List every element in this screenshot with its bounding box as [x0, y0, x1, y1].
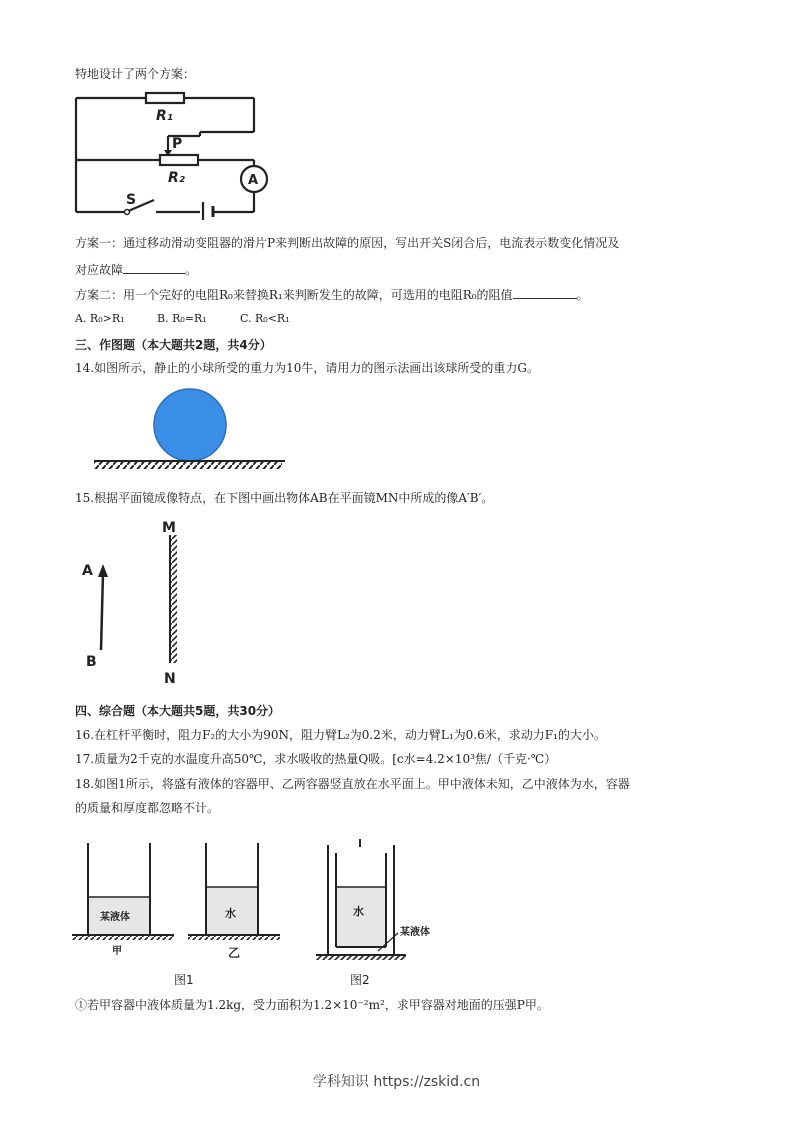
containers-figure	[70, 835, 470, 995]
question-18-line1: 18.如图1所示，将盛有液体的容器甲、乙两容器竖直放在水平面上。甲中液体未知，乙中液体为水，容器	[75, 777, 630, 791]
mirror-figure	[76, 515, 196, 687]
question-15: 15.根据平面镜成像特点，在下图中画出物体AB在平面镜MN中所成的像A′B′。	[75, 491, 494, 505]
section-4-heading: 四、综合题（本大题共5题，共30分）	[75, 704, 281, 718]
ball-figure	[92, 385, 292, 471]
container-jia	[72, 843, 174, 957]
option-c: C. R₀<R₁	[240, 312, 290, 325]
answer-blank	[513, 286, 577, 299]
mirror-m-label: M	[162, 520, 176, 536]
point-a-label: A	[82, 563, 93, 579]
question-14: 14.如图所示，静止的小球所受的重力为10牛，请用力的图示法画出该球所受的重力G。	[75, 361, 539, 375]
plan2-text: 方案二：用一个完好的电阻R₀来替换R₁来判断发生的故障，可选用的电阻R₀的阻值	[75, 288, 513, 302]
switch-s-label: S	[126, 192, 137, 208]
figure-1-caption: 图1	[174, 973, 194, 987]
question-16: 16.在杠杆平衡时，阻力F₂的大小为90N，阻力臂L₂为0.2米，动力臂L₁为0.6米，求动力F₁的大小。	[75, 728, 606, 742]
figure-2-caption: 图2	[350, 973, 370, 987]
option-a: A. R₀>R₁	[75, 312, 125, 325]
question-18-line2: 的质量和厚度都忽略不计。	[75, 801, 220, 815]
mirror-n-label: N	[164, 671, 176, 687]
plan1-line2-text: 对应故障	[75, 263, 124, 277]
ammeter-label: A	[248, 173, 259, 188]
water-label: 水	[353, 905, 364, 918]
liquid-label: 某液体	[100, 912, 130, 923]
liquid-label: 某液体	[400, 927, 430, 938]
intro-text: 特地设计了两个方案：	[75, 67, 196, 81]
plan1-line2: 对应故障 。	[75, 263, 198, 277]
water-label: 水	[225, 907, 236, 920]
question-18-part-1: ①若甲容器中液体质量为1.2kg，受力面积为1.2×10⁻²m²，求甲容器对地面的压强P甲。	[75, 998, 549, 1012]
plan2-line: 方案二：用一个完好的电阻R₀来替换R₁来判断发生的故障，可选用的电阻R₀的阻值 。	[75, 288, 589, 302]
question-17: 17.质量为2千克的水温度升高50℃，求水吸收的热量Q吸。[c水=4.2×10³焦/（千克·℃）	[75, 752, 557, 766]
footer-watermark: 学科知识 https://zskid.cn	[312, 1074, 481, 1090]
ball	[154, 389, 226, 461]
plan1-line1: 方案一：通过移动滑动变阻器的滑片P来判断出故障的原因，写出开关S闭合后，电流表示数变化情况及	[75, 236, 620, 250]
answer-blank	[123, 261, 185, 274]
r1-label: R₁	[156, 108, 173, 124]
slider-p-label: P	[172, 136, 183, 152]
point-b-label: B	[86, 654, 97, 670]
label-yi: 乙	[228, 946, 241, 960]
container-yi	[188, 843, 280, 960]
circuit-diagram	[70, 88, 280, 220]
section-3-heading: 三、作图题（本大题共2题，共4分）	[75, 338, 272, 352]
option-b: B. R₀=R₁	[157, 312, 207, 325]
r2-label: R₂	[168, 170, 185, 186]
label-jia: 甲	[112, 946, 122, 957]
container-combined	[316, 839, 430, 960]
